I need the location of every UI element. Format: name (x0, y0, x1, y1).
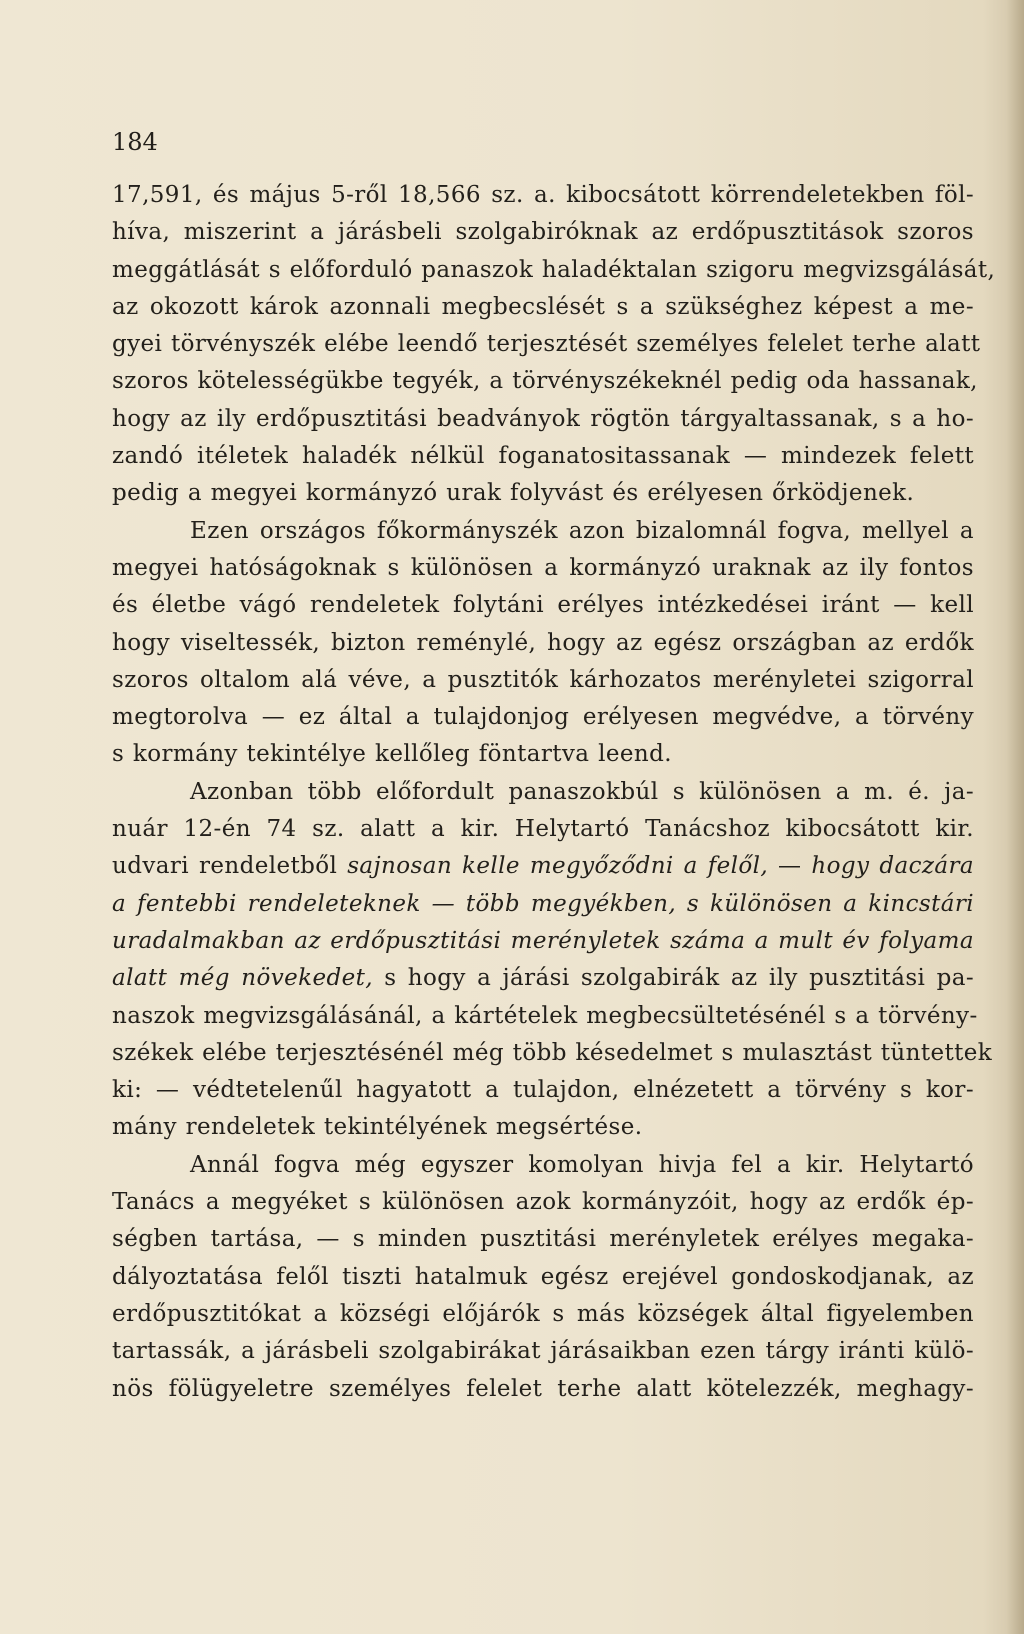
text-run: hogy viseltessék, bizton reménylé, hogy az egész országban az erdők (112, 629, 974, 656)
text-line (112, 363, 978, 400)
text-run: nuár 12-én 74 sz. alatt a kir. Helytartó Tanácshoz kibocsátott kir. (112, 816, 974, 843)
text-run: ségben tartása, — s minden pusztitási merényletek erélyes megaka- (112, 1226, 974, 1253)
text-run: megtorolva — ez által a tulajdonjog erélyesen megvédve, a törvény (112, 704, 974, 731)
text-line (112, 289, 974, 326)
text-run: 17,591, és május 5-ről 18,566 sz. a. kibocsátott körrendeletekben föl- (112, 182, 974, 208)
text-run: Annál fogva még egyszer komolyan hivja fel a kir. Helytartó (190, 1151, 974, 1178)
text-line (112, 177, 974, 214)
text-run: székek elébe terjesztésénél még több késedelmet s mulasztást tüntettek (112, 1039, 993, 1066)
text-line (112, 1296, 974, 1333)
text-line (112, 438, 974, 475)
page-edge (1006, 0, 1024, 1634)
text-run: az okozott károk azonnali megbecslését s a szükséghez képest a me- (112, 293, 974, 320)
text-run: naszok megvizsgálásánál, a kártételek megbecsültetésénél s a törvény- (112, 1002, 978, 1029)
text-run: meggátlását s előforduló panaszok haladéktalan szigoru megvizsgálását, (112, 256, 996, 283)
text-line (112, 513, 974, 550)
text-run: — (768, 853, 812, 880)
text-line (112, 662, 974, 699)
text-run: hogy az ily erdőpusztitási beadványok rögtön tárgyaltassanak, s a ho- (112, 405, 974, 432)
text-line (112, 1035, 993, 1072)
text-line (112, 923, 974, 960)
text-run: tartassák, a járásbeli szolgabirákat járásaikban ezen tárgy iránti külö- (112, 1338, 974, 1365)
text-run: dályoztatása felől tiszti hatalmuk egész erejével gondoskodjanak, az (112, 1263, 974, 1290)
text-run: szoros kötelességükbe tegyék, a törvényszékeknél pedig oda hassanak, (112, 368, 978, 395)
text-line (112, 998, 978, 1035)
text-line (112, 1184, 974, 1221)
text-line (112, 214, 974, 251)
italic-text: hogy daczára (811, 853, 974, 880)
text-line (112, 401, 974, 438)
text-line (112, 811, 974, 848)
text-run: erdőpusztitókat a községi előjárók s más községek által figyelemben (112, 1300, 974, 1327)
text-line (112, 1333, 974, 1370)
italic-text: a fentebbi rendeleteknek — több megyékben, s különösen a kincstári (112, 890, 974, 917)
text-run: és életbe vágó rendeletek folytáni erélyes intézkedései iránt — kell (112, 592, 974, 619)
text-line (112, 886, 974, 923)
text-line (112, 1371, 974, 1408)
text-run: mány rendeletek tekintélyének megsértése. (112, 1114, 643, 1141)
italic-text: uradalmakban az erdőpusztitási merényletek száma a mult év folyama (112, 927, 974, 954)
text-run: ki: — védtetelenűl hagyatott a tulajdon, elnézetett a törvény s kor- (112, 1077, 974, 1104)
text-run: híva, miszerint a járásbeli szolgabiróknak az erdőpusztitások szoros (112, 219, 974, 246)
text-line (112, 736, 974, 773)
text-run: Azonban több előfordult panaszokbúl s különösen a m. é. ja- (190, 778, 974, 805)
text-line (112, 960, 974, 997)
text-run: zandó itéletek haladék nélkül foganatositassanak — mindezek felett (112, 443, 974, 470)
text-run: megyei hatóságoknak s különösen a kormányzó uraknak az ily fontos (112, 554, 974, 581)
text-run: Ezen országos főkormányszék azon bizalomnál fogva, mellyel a (190, 517, 974, 544)
text-run: szoros oltalom alá véve, a pusztitók kárhozatos merényletei szigorral (112, 666, 974, 693)
text-line (112, 1221, 974, 1258)
text-line (112, 252, 996, 289)
text-run: gyei törvényszék elébe leendő terjesztését személyes felelet terhe alatt (112, 331, 981, 358)
text-line (112, 625, 974, 662)
text-line (112, 699, 974, 736)
text-run: udvari rendeletből (112, 853, 348, 880)
text-run: nös fölügyeletre személyes felelet terhe alatt kötelezzék, meghagy- (112, 1375, 974, 1402)
italic-text: sajnosan kelle megyőződni a felől, (347, 853, 769, 880)
text-line (112, 848, 974, 885)
italic-text: alatt még növekedet, (112, 965, 373, 992)
text-line (112, 1147, 974, 1184)
text-line (112, 1072, 974, 1109)
text-run: s kormány tekintélye kellőleg föntartva leend. (112, 741, 672, 768)
body-text (112, 177, 996, 1408)
text-line (112, 475, 974, 512)
page-number: 184 (112, 128, 158, 156)
text-run: pedig a megyei kormányzó urak folyvást és erélyesen őrködjenek. (112, 480, 915, 507)
text-run: Tanács a megyéket s különösen azok kormányzóit, hogy az erdők ép- (112, 1189, 974, 1216)
text-line (112, 1109, 974, 1146)
text-line (112, 774, 974, 811)
text-run: s hogy a járási szolgabirák az ily pusztitási pa- (372, 965, 974, 992)
text-line (112, 1259, 974, 1296)
text-line (112, 587, 974, 624)
text-line (112, 550, 974, 587)
text-line (112, 326, 981, 363)
